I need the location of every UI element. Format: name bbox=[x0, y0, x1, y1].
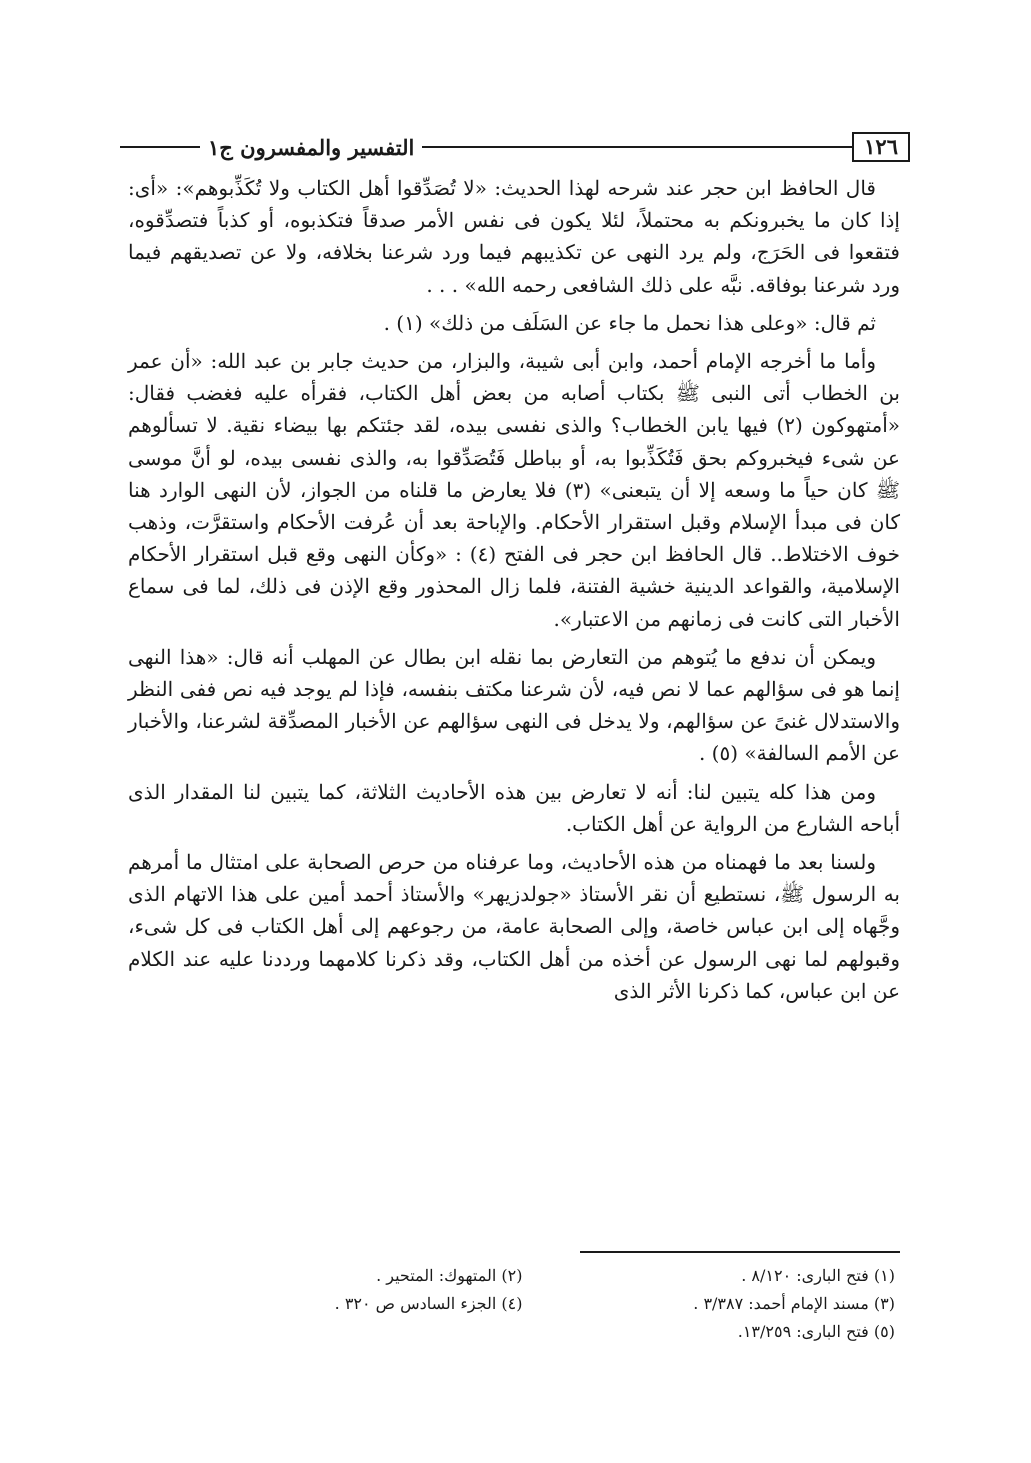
main-text bbox=[128, 172, 900, 1013]
paragraph: ويمكن أن ندفع ما يُتوهم من التعارض بما نقله ابن بطال عن المهلب أنه قال: «هذا النهى إنما هو فى سؤالهم عما لا نص فيه، لأن شرعنا مكتف بنفسه، فإذا لم يوجد فيه نص ففى النظر والاستدلال غنىً عن سؤالهم، ولا يدخل فى النهى سؤالهم عن الأخبار المصدِّقة لشرعنا، والأخبار عن الأمم السالفة» (٥) . bbox=[128, 644, 901, 766]
header-rule-left bbox=[120, 146, 200, 148]
header-rule-right bbox=[422, 146, 852, 148]
footnote-2: (٢) المتهوك: المتحير . bbox=[376, 1266, 523, 1285]
paragraph: وأما ما أخرجه الإمام أحمد، وابن أبى شيبة، والبزار، من حديث جابر بن عبد الله: «أن عمر بن الخطاب أتى النبى ﷺ بكتاب أصابه من بعض أهل الكتاب، فقرأه عليه فغضب فقال: «أمتهوكون (٢) فيها يابن الخطاب؟ والذى نفسى بيده، لقد جئتكم بها بيضاء نقية. لا تسألوهم عن شىء فيخبروكم بحق فَتُكَذِّبوا به، أو بباطل فَتُصَدِّقوا به، والذى نفسى بيده، لو أنَّ موسى ﷺ كان حياً ما وسعه إلا أن يتبعنى» (٣) فلا يعارض ما قلناه من الجواز، لأن النهى الوارد هنا كان فى مبدأ الإسلام وقبل استقرار الأحكام. والإباحة بعد أن عُرفت الأحكام واستقرَّت، وذهب خوف الاختلاط.. قال الحافظ ابن حجر فى الفتح (٤) : «وكأن النهى وقع قبل استقرار الأحكام الإسلامية، والقواعد الدينية خشية الفتنة، فلما زال المحذور وقع الإذن فى ذلك، لما فى سماع الأخبار التى كانت فى زمانهم من الاعتبار». bbox=[128, 349, 901, 631]
paragraph: قال الحافظ ابن حجر عند شرحه لهذا الحديث: «لا تُصَدِّقوا أهل الكتاب ولا تُكَذِّبوهم»: «أى: إذا كان ما يخبرونكم به محتملاً، لئلا يكون فى نفس الأمر صدقاً فتكذبوه، أو كذباً فتصدِّقوه، فتقعوا فى الحَرَج، ولم يرد النهى عن تكذيبهم فيما ورد شرعنا بخلافه، ولا عن تصديقهم فيما ورد شرعنا بوفاقه. نبَّه على ذلك الشافعى رحمه الله» . . . bbox=[128, 176, 900, 297]
paragraph: ومن هذا كله يتبين لنا: أنه لا تعارض بين هذه الأحاديث الثلاثة، كما يتبين لنا المقدار الذى أباحه الشارع من الرواية عن أهل الكتاب. bbox=[128, 779, 900, 836]
footnote-row bbox=[150, 1290, 895, 1318]
footnote-row bbox=[150, 1262, 895, 1290]
footnote-1: (١) فتح البارى: ٨/١٢٠ . bbox=[741, 1266, 895, 1285]
page-header bbox=[120, 132, 910, 162]
footnote-row bbox=[150, 1318, 895, 1346]
running-title: التفسير والمفسرون ج١ bbox=[208, 134, 415, 160]
footnote-5: (٥) فتح البارى: ١٣/٢٥٩. bbox=[737, 1322, 895, 1341]
footnote-3: (٣) مسند الإمام أحمد: ٣/٣٨٧ . bbox=[693, 1294, 895, 1313]
paragraph: ثم قال: «وعلى هذا نحمل ما جاء عن السَلَف من ذلك» (١) . bbox=[383, 310, 876, 335]
page-number: ١٢٦ bbox=[852, 132, 910, 162]
footnote-separator bbox=[580, 1251, 900, 1253]
footnote-4: (٤) الجزء السادس ص ٣٢٠ . bbox=[334, 1294, 523, 1313]
footnotes bbox=[150, 1262, 895, 1346]
paragraph: ولسنا بعد ما فهمناه من هذه الأحاديث، وما عرفناه من حرص الصحابة على امتثال ما أمرهم به الرسول ﷺ، نستطيع أن نقر الأستاذ «جولدزيهر» والأستاذ أحمد أمين على هذا الاتهام الذى وجَّهاه إلى ابن عباس خاصة، وإلى الصحابة عامة، من رجوعهم إلى أهل الكتاب فى كل شىء، وقبولهم لما نهى الرسول عن أخذه من أهل الكتاب، وقد ذكرنا كلامهما ورددنا عليه عند الكلام عن ابن عباس، كما ذكرنا الأثر الذى bbox=[128, 850, 901, 1003]
